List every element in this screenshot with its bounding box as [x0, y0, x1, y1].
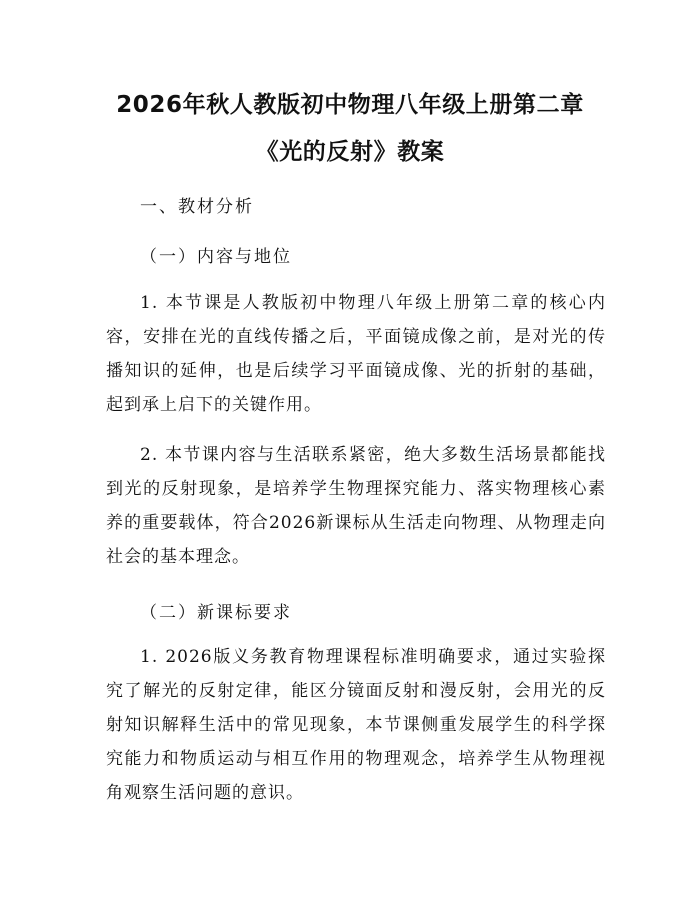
paragraph: 1. 本节课是人教版初中物理八年级上册第二章的核心内容，安排在光的直线传播之后，平面镜成像之前，是对光的传播知识的延伸，也是后续学习平面镜成像、光的折射的基础，起到承上启下的关键作用。: [106, 293, 606, 415]
subsection-heading: （一）内容与地位: [140, 247, 292, 267]
section-heading: 一、教材分析: [140, 197, 254, 217]
paragraph: 2. 本节课内容与生活联系紧密，绝大多数生活场景都能找到光的反射现象，是培养学生物理探究能力、落实物理核心素养的重要载体，符合2026新课标从生活走向物理、从物理走向社会的基本理念。: [106, 445, 606, 567]
subsection-heading: （二）新课标要求: [140, 603, 292, 623]
paragraph: 1. 2026版义务教育物理课程标准明确要求，通过实验探究了解光的反射定律，能区分镜面反射和漫反射，会用光的反射知识解释生活中的常见现象，本节课侧重发展学生的科学探究能力和物质运动与相互作用的物理观念，培养学生从物理视角观察生活问题的意识。: [106, 647, 606, 803]
document-title-line-1: 2026年秋人教版初中物理八年级上册第二章: [116, 92, 584, 118]
document-title-line-2: 《光的反射》教案: [255, 139, 445, 165]
